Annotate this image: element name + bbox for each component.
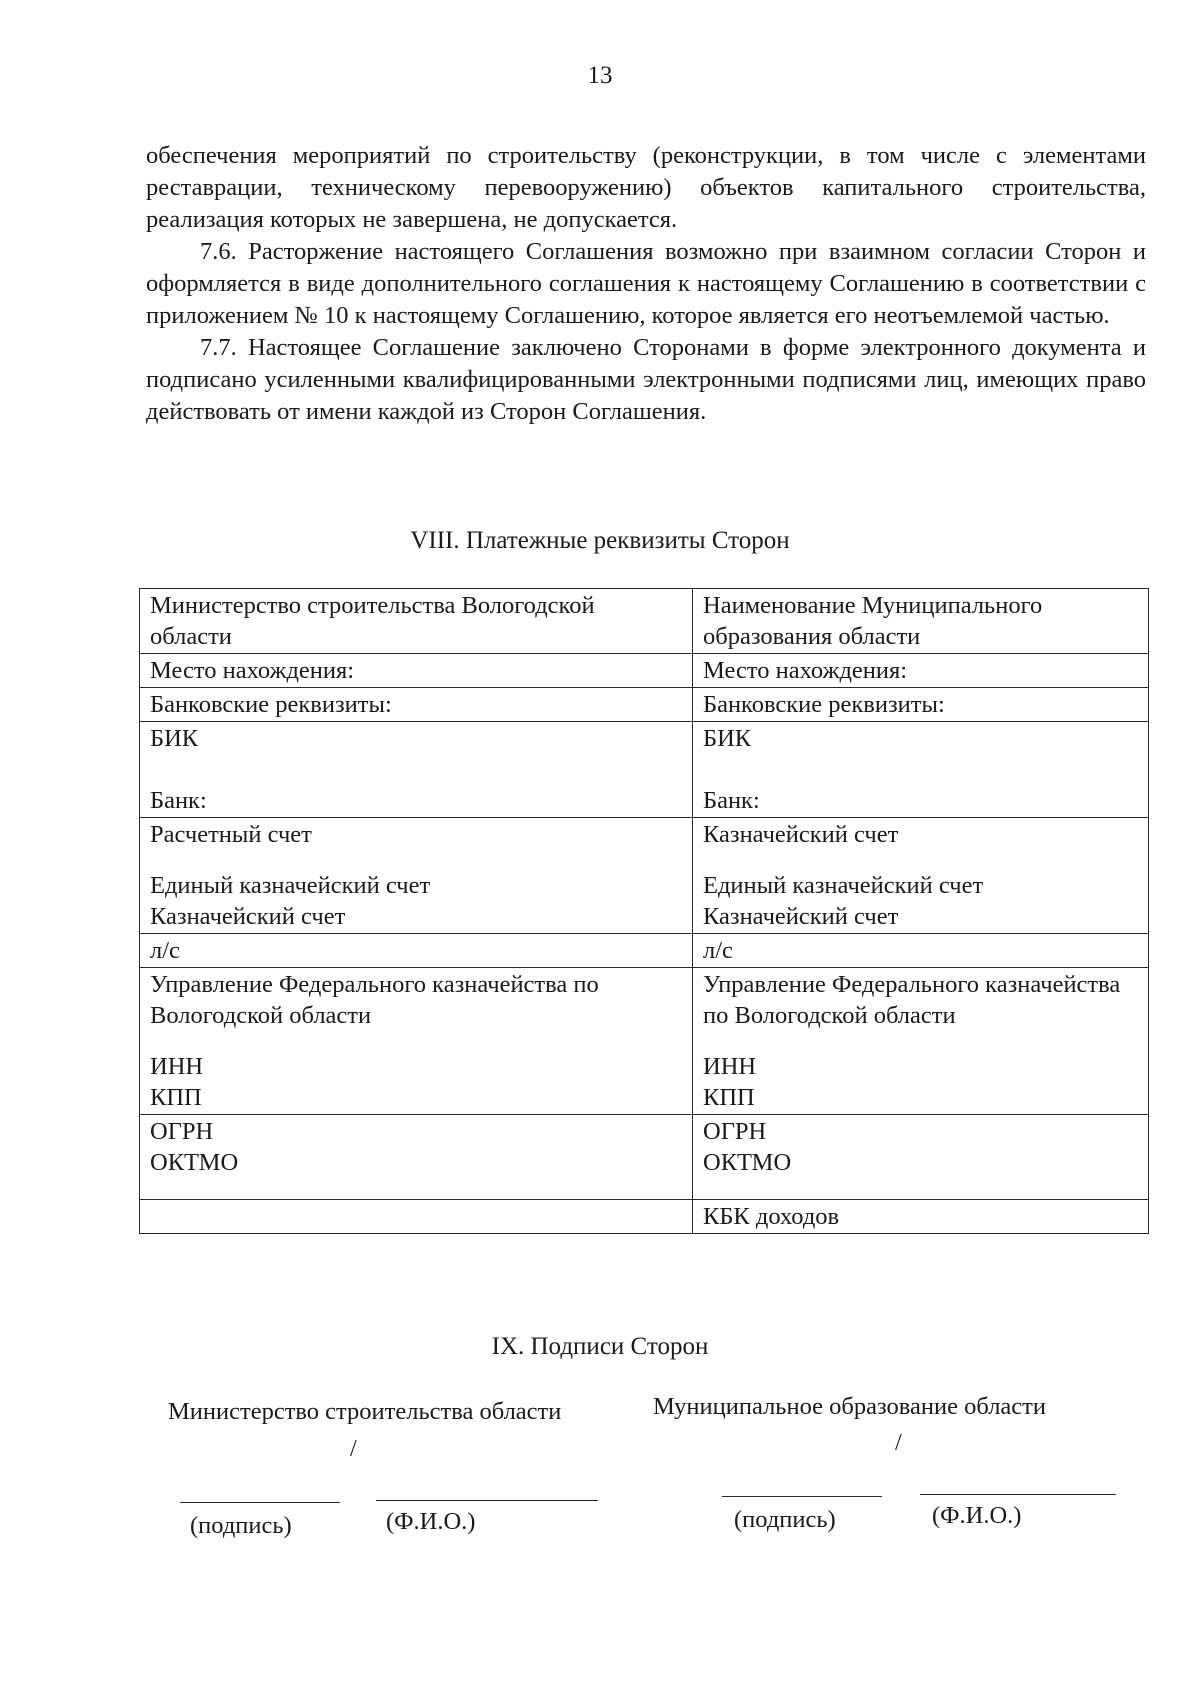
table-row [140, 968, 1149, 1115]
right-ls: л/с [693, 934, 1149, 968]
left-inn: ИНН [150, 1053, 204, 1080]
right-bank: Банк: [703, 787, 760, 814]
table-row [140, 688, 1149, 722]
left-kpp: КПП [150, 1084, 202, 1111]
left-fio-caption: (Ф.И.О.) [386, 1508, 476, 1535]
right-bank-details: Банковские реквизиты: [693, 688, 1149, 722]
body-text [146, 140, 1146, 428]
left-location: Место нахождения: [140, 654, 693, 688]
right-party-name: Наименование Муниципального образования области [693, 589, 1149, 654]
left-single-treasury: Единый казначейский счет [150, 872, 431, 899]
right-kpp: КПП [703, 1084, 755, 1111]
right-ogrn-oktmo-cell [693, 1115, 1149, 1200]
right-fio-caption: (Ф.И.О.) [932, 1502, 1022, 1529]
left-fio-line [376, 1500, 598, 1501]
table-row [140, 1200, 1149, 1234]
right-oktmo: ОКТМО [703, 1149, 792, 1176]
table-row [140, 654, 1149, 688]
left-slash: / [350, 1436, 357, 1462]
right-accounts-cell [693, 818, 1149, 934]
left-ogrn-oktmo-cell [140, 1115, 693, 1200]
right-slash: / [895, 1430, 902, 1456]
section-9-title: IX. Подписи Сторон [491, 1333, 709, 1360]
paragraph-7-6: 7.6. Расторжение настоящего Соглашения возможно при взаимном согласии Сторон и оформляется в виде дополнительного соглашения к настоящему Соглашению в соответствии с приложением № 10 к настоящему Соглашению, которое является его неотъемлемой частью. [146, 238, 1146, 329]
left-ufk: Управление Федерального казначейства по Вологодской области [150, 971, 599, 1029]
payment-details-table [139, 588, 1149, 1234]
right-kbk: КБК доходов [693, 1200, 1149, 1234]
left-bik-bank-cell [140, 722, 693, 818]
right-ogrn: ОГРН [703, 1118, 767, 1145]
left-accounts-cell [140, 818, 693, 934]
left-signature-party: Министерство строительства области [168, 1398, 562, 1425]
right-single-treasury: Единый казначейский счет [703, 872, 984, 899]
left-treasury: Казначейский счет [150, 903, 346, 930]
right-account: Казначейский счет [703, 821, 899, 848]
right-signature-line [722, 1496, 882, 1497]
left-ls: л/с [140, 934, 693, 968]
left-ogrn: ОГРН [150, 1118, 214, 1145]
left-empty-cell [140, 1200, 693, 1234]
right-location: Место нахождения: [693, 654, 1149, 688]
table-row [140, 934, 1149, 968]
right-treasury: Казначейский счет [703, 903, 899, 930]
table-row [140, 1115, 1149, 1200]
left-oktmo: ОКТМО [150, 1149, 239, 1176]
right-fio-line [920, 1494, 1116, 1495]
right-bik-bank-cell [693, 722, 1149, 818]
table-row [140, 818, 1149, 934]
left-bik: БИК [150, 725, 199, 752]
right-inn: ИНН [703, 1053, 757, 1080]
left-signature-caption: (подпись) [190, 1512, 292, 1539]
paragraph-7-7: 7.7. Настоящее Соглашение заключено Сторонами в форме электронного документа и подписано усиленными квалифицированными электронными подписями лиц, имеющих право действовать от имени каждой из Сторон Соглашения. [146, 334, 1146, 425]
left-ufk-cell [140, 968, 693, 1115]
right-signature-caption: (подпись) [734, 1506, 836, 1533]
right-signature-party: Муниципальное образование области [653, 1393, 1046, 1420]
table-row [140, 589, 1149, 654]
paragraph-continuation: обеспечения мероприятий по строительству (реконструкции, в том числе с элементами реставрации, техническому перевооружению) объектов капитального строительства, реализация которых не завершена, не допускается. [146, 142, 1146, 233]
right-ufk-cell [693, 968, 1149, 1115]
left-party-name: Министерство строительства Вологодской области [140, 589, 693, 654]
table-row [140, 722, 1149, 818]
right-bik: БИК [703, 725, 752, 752]
left-bank-details: Банковские реквизиты: [140, 688, 693, 722]
left-account: Расчетный счет [150, 821, 312, 848]
page-number: 13 [587, 62, 613, 89]
left-bank: Банк: [150, 787, 207, 814]
right-ufk: Управление Федерального казначейства по Вологодской области [703, 971, 1121, 1029]
section-8-title: VIII. Платежные реквизиты Сторон [410, 527, 790, 554]
left-signature-line [180, 1502, 340, 1503]
